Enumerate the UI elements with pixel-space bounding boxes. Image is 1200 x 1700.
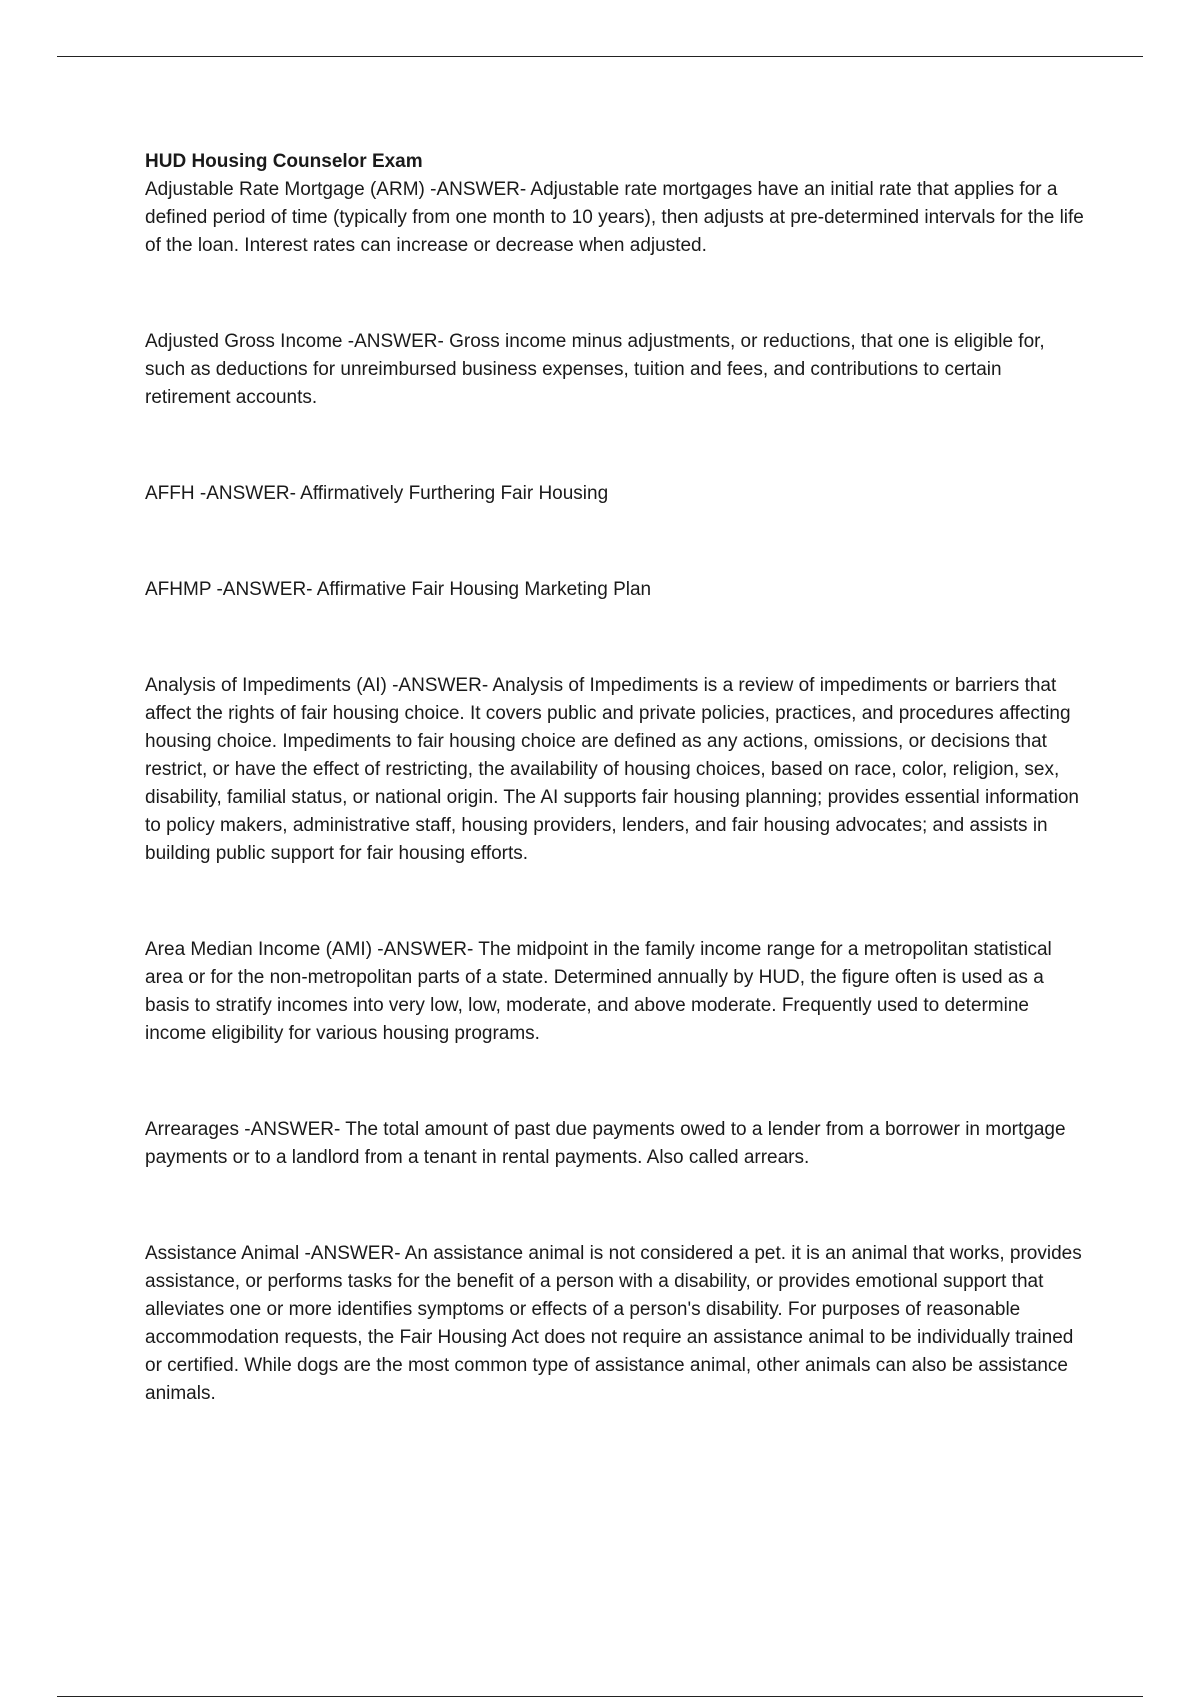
entry-term: AFFH [145, 483, 195, 504]
header-rule [57, 56, 1143, 57]
entry-separator: -ANSWER- [386, 675, 493, 696]
glossary-entry [145, 672, 1090, 868]
glossary-entry [145, 1240, 1090, 1408]
entry-separator: -ANSWER- [342, 331, 450, 352]
glossary-entry [145, 936, 1090, 1048]
glossary-entry [145, 176, 1090, 260]
entry-definition: Gross income minus adjustments, or reductions, that one is eligible for, such as deductions for unreimbursed business expenses, tuition and fees, and contributions to certain retirement accounts. [145, 331, 1045, 408]
glossary-entry [145, 1116, 1090, 1172]
glossary-entry [145, 328, 1090, 412]
entry-term: Assistance Animal [145, 1243, 300, 1264]
entry-term: Analysis of Impediments (AI) [145, 675, 387, 696]
footer-rule [57, 1696, 1143, 1697]
glossary-entry [145, 576, 1090, 604]
entry-term: Area Median Income (AMI) [145, 939, 373, 960]
entry-term: Adjusted Gross Income [145, 331, 343, 352]
entry-separator: -ANSWER- [372, 939, 479, 960]
entry-definition: Analysis of Impediments is a review of impediments or barriers that affect the rights of fair housing choice. It covers public and private policies, practices, and procedures affecting housing choice. Impediments to fair housing choice are defined as any actions, omissions, or decisions that restrict, or have the effect of restricting, the availability of housing choices, based on race, color, religion, sex, disability, familial status, or national origin. The AI supports fair housing planning; provides essential information to policy makers, administrative staff, housing providers, lenders, and fair housing advocates; and assists in building public support for fair housing efforts. [145, 675, 1079, 864]
entry-definition: The midpoint in the family income range for a metropolitan statistical area or for the non-metropolitan parts of a state. Determined annually by HUD, the figure often is used as a basis to stratify incomes into very low, low, moderate, and above moderate. Frequently used to determine income eligibility for various housing programs. [145, 939, 1052, 1044]
entry-term: AFHMP [145, 579, 212, 600]
entry-definition: An assistance animal is not considered a pet. it is an animal that works, provides assistance, or performs tasks for the benefit of a person with a disability, or provides emotional support that alleviates one or more identifies symptoms or effects of a person's disability. For purposes of reasonable accommodation requests, the Fair Housing Act does not require an assistance animal to be individually trained or certified. While dogs are the most common type of assistance animal, other animals can also be assistance animals. [145, 1243, 1082, 1404]
entry-definition: Affirmatively Furthering Fair Housing [300, 483, 609, 504]
document-body [145, 148, 1090, 1476]
entry-definition: Adjustable rate mortgages have an initial rate that applies for a defined period of time (typically from one month to 10 years), then adjusts at pre-determined intervals for the life of the loan. Interest rates can increase or decrease when adjusted. [145, 179, 1084, 256]
entry-separator: -ANSWER- [211, 579, 317, 600]
entry-separator: -ANSWER- [194, 483, 301, 504]
glossary-entry [145, 480, 1090, 508]
entry-separator: -ANSWER- [299, 1243, 405, 1264]
entry-separator: -ANSWER- [424, 179, 531, 200]
entry-separator: -ANSWER- [239, 1119, 346, 1140]
entry-definition: The total amount of past due payments owed to a lender from a borrower in mortgage payments or to a landlord from a tenant in rental payments. Also called arrears. [145, 1119, 1066, 1168]
document-title: HUD Housing Counselor Exam [145, 151, 423, 172]
entry-definition: Affirmative Fair Housing Marketing Plan [316, 579, 652, 600]
entry-term: Arrearages [145, 1119, 239, 1140]
entry-term: Adjustable Rate Mortgage (ARM) [145, 179, 425, 200]
